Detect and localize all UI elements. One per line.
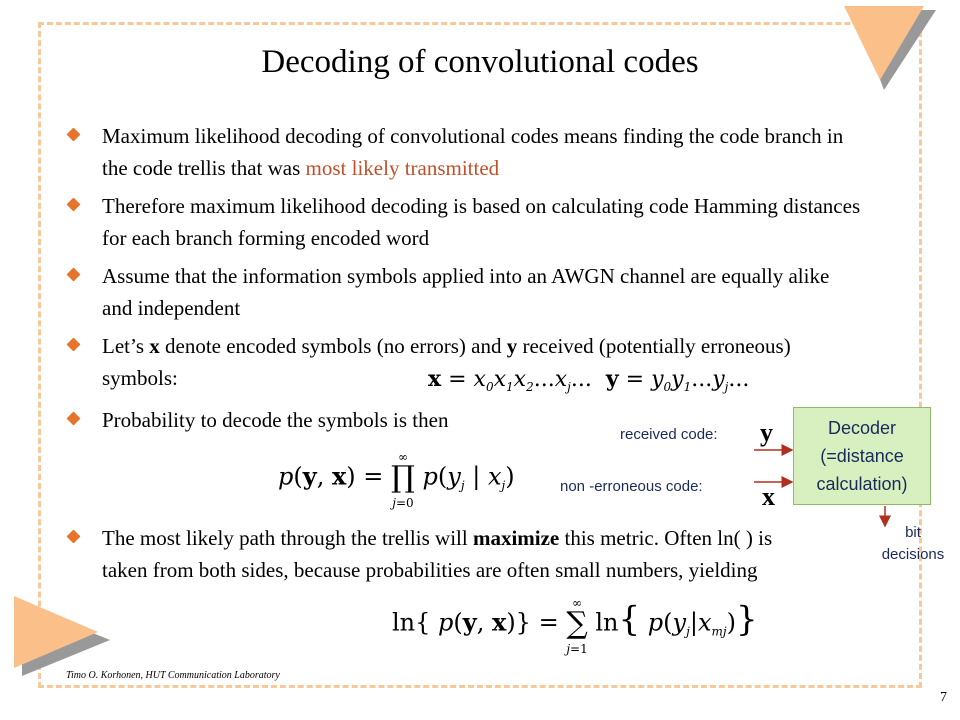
bit-decisions-label <box>868 522 958 566</box>
decor-triangle-bottom-left <box>10 594 110 680</box>
output-line-2: decisions <box>881 546 945 563</box>
output-line-1: bit <box>905 524 921 541</box>
bullet-text: Let’s x denote encoded symbols (no errors) and y received (potentially erroneous) symbols: <box>102 334 791 390</box>
bullet-text: Therefore maximum likelihood decoding is based on calculating code Hamming distances for each branch forming encoded word <box>102 194 861 250</box>
highlight-text: most likely transmitted <box>305 156 500 180</box>
equation-probability: p(y, x) = ∞ ∏ j=0 $p(y_j$ | $x_j$) <box>278 450 515 510</box>
footer-credit: Timo O. Korhonen, HUT Communication Laboratory <box>66 670 280 681</box>
equation-sequences: $x = x_0x_1x_2...x_j$... $y = y_0y_1...y_j$... <box>428 366 750 394</box>
slide-title: Decoding of convolutional codes <box>261 44 699 80</box>
equation-log-likelihood: ln{ p(y, x)} = ∞ ∑ j=1 ln{ $p(y_j|x_{mj})$} <box>392 596 758 656</box>
received-symbol: y <box>760 418 773 447</box>
decoder-line-3: calculation) <box>816 474 908 494</box>
page-number: 7 <box>940 690 947 705</box>
non-erroneous-code-label: non -erroneous code: <box>560 478 703 495</box>
received-code-label: received code: <box>620 426 718 443</box>
decoder-box <box>793 407 931 505</box>
decoder-line-2: (=distance <box>820 446 904 466</box>
bullet-text: Assume that the information symbols applied into an AWGN channel are equally alike and independent <box>102 264 830 320</box>
decoder-line-1: Decoder <box>827 418 897 438</box>
non-erroneous-symbol: x <box>762 482 775 511</box>
bullet-text: Probability to decode the symbols is then <box>102 408 449 432</box>
bullet-text: Maximum likelihood decoding of convolutional codes means finding the code branch in the code trellis that was most likely transmitted <box>102 124 844 180</box>
bullet-text: The most likely path through the trellis will maximize this metric. Often ln( ) is taken from both sides, because probabilities are often small numbers, yielding <box>102 526 773 582</box>
